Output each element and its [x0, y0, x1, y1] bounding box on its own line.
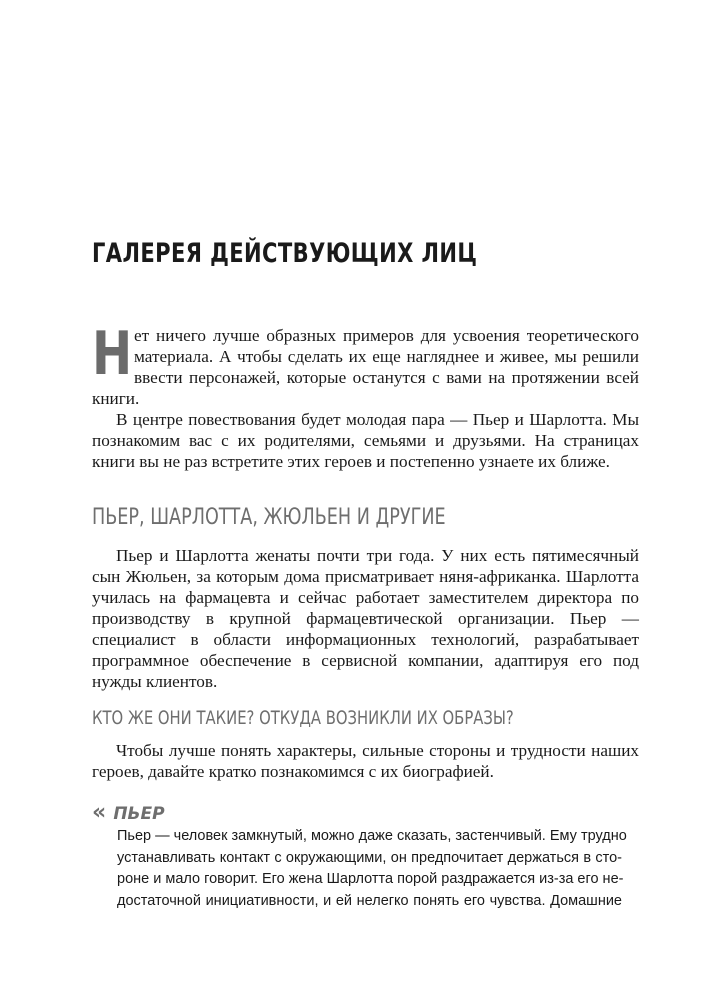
- chapter-title: ГАЛЕРЕЯ ДЕЙСТВУЮЩИХ ЛИЦ: [92, 238, 478, 269]
- pierre-heading: [92, 800, 165, 825]
- drop-cap: Н: [92, 319, 133, 389]
- section-heading-characters: ПЬЕР, ШАРЛОТТА, ЖЮЛЬЕН И ДРУГИЕ: [92, 505, 446, 530]
- intro-paragraph-1: ет ничего лучше образных примеров для усвоения теоретического материала. А чтобы сделать их еще нагляднее и живее, мы решили ввести персонажей, которые останутся с вами на протяжении всей книги.: [92, 326, 639, 408]
- characters-paragraph: Пьер и Шарлотта женаты почти три года. У них есть пятимесячный сын Жюльен, за которым дома присматривает няня-африканка. Шарлотта училась на фармацевта и сейчас работает заместителем директора по производству в крупной фармацевтической организации. Пьер — специалист в области информационных технологий, разрабатывает программное обеспечение в сервисной компании, адаптируя его под нужды клиентов.: [92, 546, 639, 691]
- section-characters: [92, 545, 639, 692]
- pierre-line: Пьер — человек замкнутый, можно даже сказать, застенчивый. Ему трудно: [117, 828, 627, 844]
- intro-paragraph-2: В центре повествования будет молодая пара — Пьер и Шарлотта. Мы познакомим вас с их родителями, семьями и друзьями. На страницах книги вы не раз встретите этих героев и постепенно узнаете их ближе.: [92, 410, 639, 471]
- pierre-line: роне и мало говорит. Его жена Шарлотта порой раздражается из-за его не-: [117, 871, 624, 887]
- section-heading-origins: КТО ЖЕ ОНИ ТАКИЕ? ОТКУДА ВОЗНИКЛИ ИХ ОБРАЗЫ?: [92, 708, 514, 729]
- pierre-name: ПЬЕР: [113, 804, 165, 824]
- pierre-line: устанавливать контакт с окружающими, он предпочитает держаться в сто-: [117, 849, 622, 866]
- pierre-line: достаточной инициативности, и ей нелегко понять его чувства. Домашние: [117, 892, 622, 909]
- intro-block: [92, 319, 639, 472]
- pierre-description: [117, 826, 627, 912]
- section-origins: [92, 740, 639, 782]
- quote-mark-icon: «: [92, 800, 107, 825]
- origins-paragraph: Чтобы лучше понять характеры, сильные стороны и трудности наших героев, давайте кратко познакомимся с их биографией.: [92, 741, 639, 781]
